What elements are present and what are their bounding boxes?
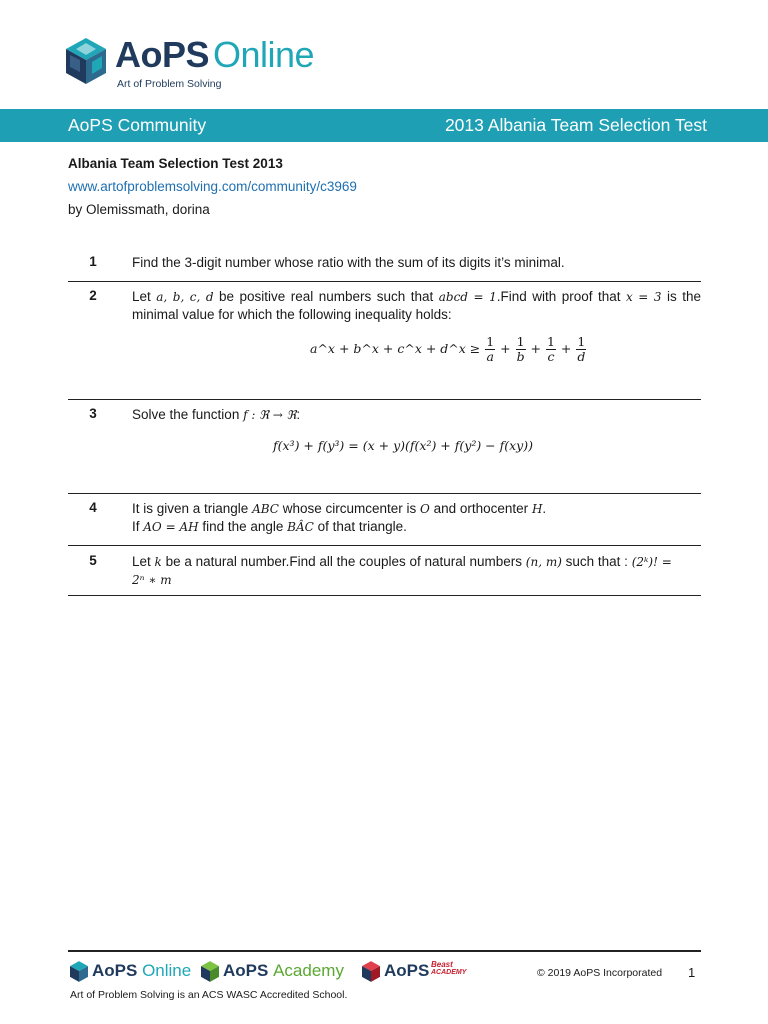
problem-text: Let k be a natural number.Find all the couples of natural numbers (n, m) such that : (2ᵏ)! = 2ⁿ ∗ m bbox=[132, 554, 672, 587]
logo-wordmark: AoPS Online bbox=[115, 34, 315, 75]
problem-divider bbox=[68, 545, 701, 546]
display-equation: f(x³) + f(y³) = (x + y)(f(x²) + f(y²) − f(xy)) bbox=[273, 438, 533, 453]
copyright-notice: © 2019 AoPS Incorporated bbox=[537, 967, 663, 979]
problem-number: 3 bbox=[89, 406, 97, 421]
logo-tagline: Art of Problem Solving bbox=[117, 78, 222, 90]
document-author: by Olemissmath, dorina bbox=[68, 202, 210, 217]
problem-number: 2 bbox=[89, 288, 97, 303]
problem-text: Find the 3-digit number whose ratio with the sum of its digits it’s minimal. bbox=[132, 255, 565, 270]
problem-text: It is given a triangle ABC whose circumcenter is O and orthocenter H. If AO = AH find the angle BÂC of that triangle. bbox=[132, 501, 547, 534]
community-link[interactable]: www.artofproblemsolving.com/community/c3969 bbox=[68, 179, 357, 194]
document-title: Albania Team Selection Test 2013 bbox=[68, 156, 283, 171]
contest-title: 2013 Albania Team Selection Test bbox=[444, 115, 707, 135]
header-band bbox=[0, 109, 768, 142]
problem-divider bbox=[68, 281, 701, 282]
accreditation-note: Art of Problem Solving is an ACS WASC Accredited School. bbox=[70, 989, 348, 1001]
problem-text: Let a, b, c, d be positive real numbers such that abcd = 1.Find with proof that x = 3 is the minimal value for which the following inequality holds: bbox=[132, 289, 701, 322]
problem-divider bbox=[68, 493, 701, 494]
aops-cube-icon bbox=[362, 961, 380, 982]
problem-text: Solve the function f : ℜ → ℜ: bbox=[132, 407, 301, 422]
community-label: AoPS Community bbox=[68, 115, 207, 135]
problem-number: 5 bbox=[89, 553, 97, 568]
aops-cube-icon bbox=[70, 961, 88, 982]
display-inequality: a^x + b^x + c^x + d^x ≥ $\frac{1}{a}$ + $\frac{1}{b}$ + $\frac{1}{c}$ + $\frac{1}{d}$ bbox=[310, 334, 586, 364]
aops-cube-icon bbox=[66, 38, 106, 84]
problem-divider bbox=[68, 399, 701, 400]
footer-divider bbox=[68, 950, 701, 952]
page-number: 1 bbox=[688, 965, 696, 980]
problem-number: 4 bbox=[89, 500, 97, 515]
problem-number: 1 bbox=[89, 254, 97, 269]
problem-divider bbox=[68, 595, 701, 596]
aops-cube-icon bbox=[201, 961, 219, 982]
